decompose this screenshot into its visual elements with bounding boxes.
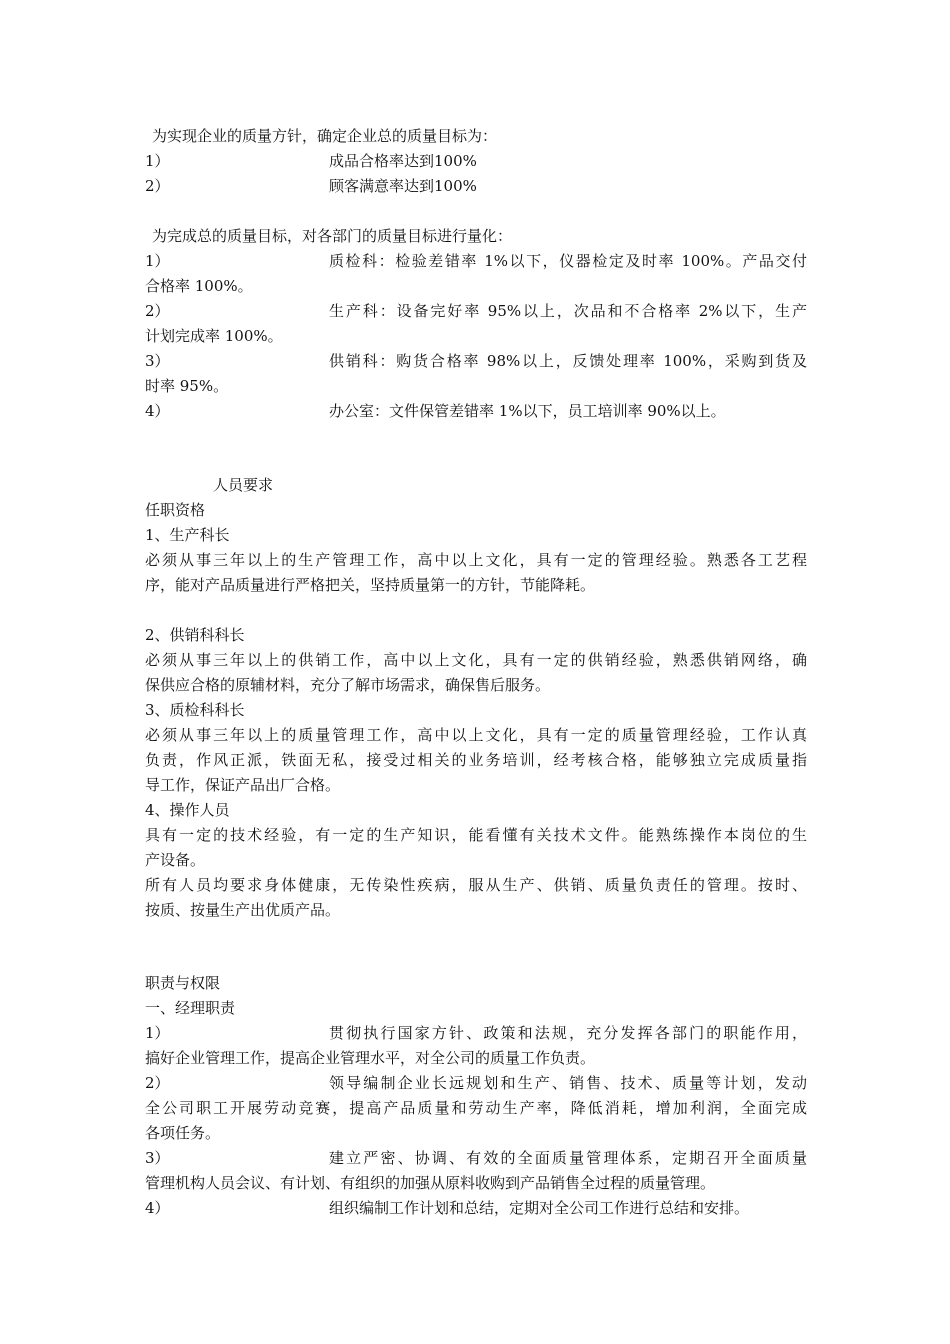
list-item xyxy=(145,174,807,199)
item-text: 建立严密、协调、有效的全面质量管理体系，定期召开全面质量 xyxy=(329,1149,807,1167)
general-requirement: 按质、按量生产出优质产品。 xyxy=(145,901,341,919)
item-number: 2） xyxy=(145,177,170,195)
role-text: 必须从事三年以上的供销工作，高中以上文化，具有一定的供销经验，熟悉供销网络，确 xyxy=(145,651,807,669)
item-text: 顾客满意率达到100% xyxy=(329,177,477,195)
item-text: 领导编制企业长远规划和生产、销售、技术、质量等计划，发动 xyxy=(329,1074,807,1092)
general-requirement: 所有人员均要求身体健康，无传染性疾病，服从生产、供销、质量负责任的管理。按时、 xyxy=(145,876,807,894)
item-text: 贯彻执行国家方针、政策和法规，充分发挥各部门的职能作用， xyxy=(329,1024,807,1042)
item-text: 成品合格率达到100% xyxy=(329,152,477,170)
role-title: 4、操作人员 xyxy=(145,801,230,819)
role-text: 序，能对产品质量进行严格把关，坚持质量第一的方针，节能降耗。 xyxy=(145,576,596,594)
item-number: 1） xyxy=(145,152,170,170)
item-continuation: 时率 95%。 xyxy=(145,377,229,395)
role-text: 产设备。 xyxy=(145,851,206,869)
item-continuation: 搞好企业管理工作，提高企业管理水平，对全公司的质量工作负责。 xyxy=(145,1049,596,1067)
dept-goals-intro: 为完成总的质量目标，对各部门的质量目标进行量化： xyxy=(152,227,513,245)
item-number: 2） xyxy=(145,302,170,320)
section-subheading: 一、经理职责 xyxy=(145,999,236,1017)
staff-section xyxy=(145,473,807,923)
item-text: 生产科：设备完好率 95%以上，次品和不合格率 2%以下，生产 xyxy=(329,302,807,320)
section-heading: 人员要求 xyxy=(213,476,274,494)
list-item xyxy=(145,299,807,324)
role-text: 必须从事三年以上的生产管理工作，高中以上文化，具有一定的管理经验。熟悉各工艺程 xyxy=(145,551,807,569)
role-text: 负责，作风正派，铁面无私，接受过相关的业务培训，经考核合格，能够独立完成质量指 xyxy=(145,751,807,769)
spacer xyxy=(145,598,807,623)
quality-goals-section xyxy=(145,124,807,199)
list-item xyxy=(145,1196,807,1221)
section-subheading: 任职资格 xyxy=(145,501,206,519)
role-text: 具有一定的技术经验，有一定的生产知识，能看懂有关技术文件。能熟练操作本岗位的生 xyxy=(145,826,807,844)
item-continuation: 合格率 100%。 xyxy=(145,277,253,295)
item-number: 2） xyxy=(145,1074,170,1092)
item-text: 组织编制工作计划和总结，定期对全公司工作进行总结和安排。 xyxy=(329,1199,750,1217)
role-title: 3、质检科科长 xyxy=(145,701,245,719)
list-item xyxy=(145,1071,807,1096)
item-continuation: 管理机构人员会议、有计划、有组织的加强从原料收购到产品销售全过程的质量管理。 xyxy=(145,1174,716,1192)
item-number: 3） xyxy=(145,352,170,370)
list-item xyxy=(145,1021,807,1046)
item-text: 供销科：购货合格率 98%以上，反馈处理率 100%，采购到货及 xyxy=(329,352,807,370)
duties-section xyxy=(145,971,807,1221)
item-number: 1） xyxy=(145,1024,170,1042)
list-item xyxy=(145,399,807,424)
list-item xyxy=(145,1146,807,1171)
list-item xyxy=(145,349,807,374)
section-heading: 职责与权限 xyxy=(145,974,221,992)
item-number: 3） xyxy=(145,1149,170,1167)
item-number: 1） xyxy=(145,252,170,270)
list-item xyxy=(145,249,807,274)
quality-goals-intro: 为实现企业的质量方针，确定企业总的质量目标为： xyxy=(152,127,498,145)
item-continuation: 全公司职工开展劳动竞赛，提高产品质量和劳动生产率，降低消耗，增加利润，全面完成 xyxy=(145,1099,807,1117)
item-text: 办公室：文件保管差错率 1%以下，员工培训率 90%以上。 xyxy=(329,402,726,420)
role-title: 2、供销科科长 xyxy=(145,626,245,644)
item-continuation: 计划完成率 100%。 xyxy=(145,327,283,345)
role-text: 导工作，保证产品出厂合格。 xyxy=(145,776,341,794)
item-number: 4） xyxy=(145,1199,170,1217)
item-continuation: 各项任务。 xyxy=(145,1124,221,1142)
role-text: 保供应合格的原辅材料，充分了解市场需求，确保售后服务。 xyxy=(145,676,551,694)
dept-goals-section xyxy=(145,224,807,424)
list-item xyxy=(145,149,807,174)
role-title: 1、生产科长 xyxy=(145,526,230,544)
role-text: 必须从事三年以上的质量管理工作，高中以上文化，具有一定的质量管理经验，工作认真 xyxy=(145,726,807,744)
item-text: 质检科：检验差错率 1%以下，仪器检定及时率 100%。产品交付 xyxy=(329,252,807,270)
item-number: 4） xyxy=(145,402,170,420)
